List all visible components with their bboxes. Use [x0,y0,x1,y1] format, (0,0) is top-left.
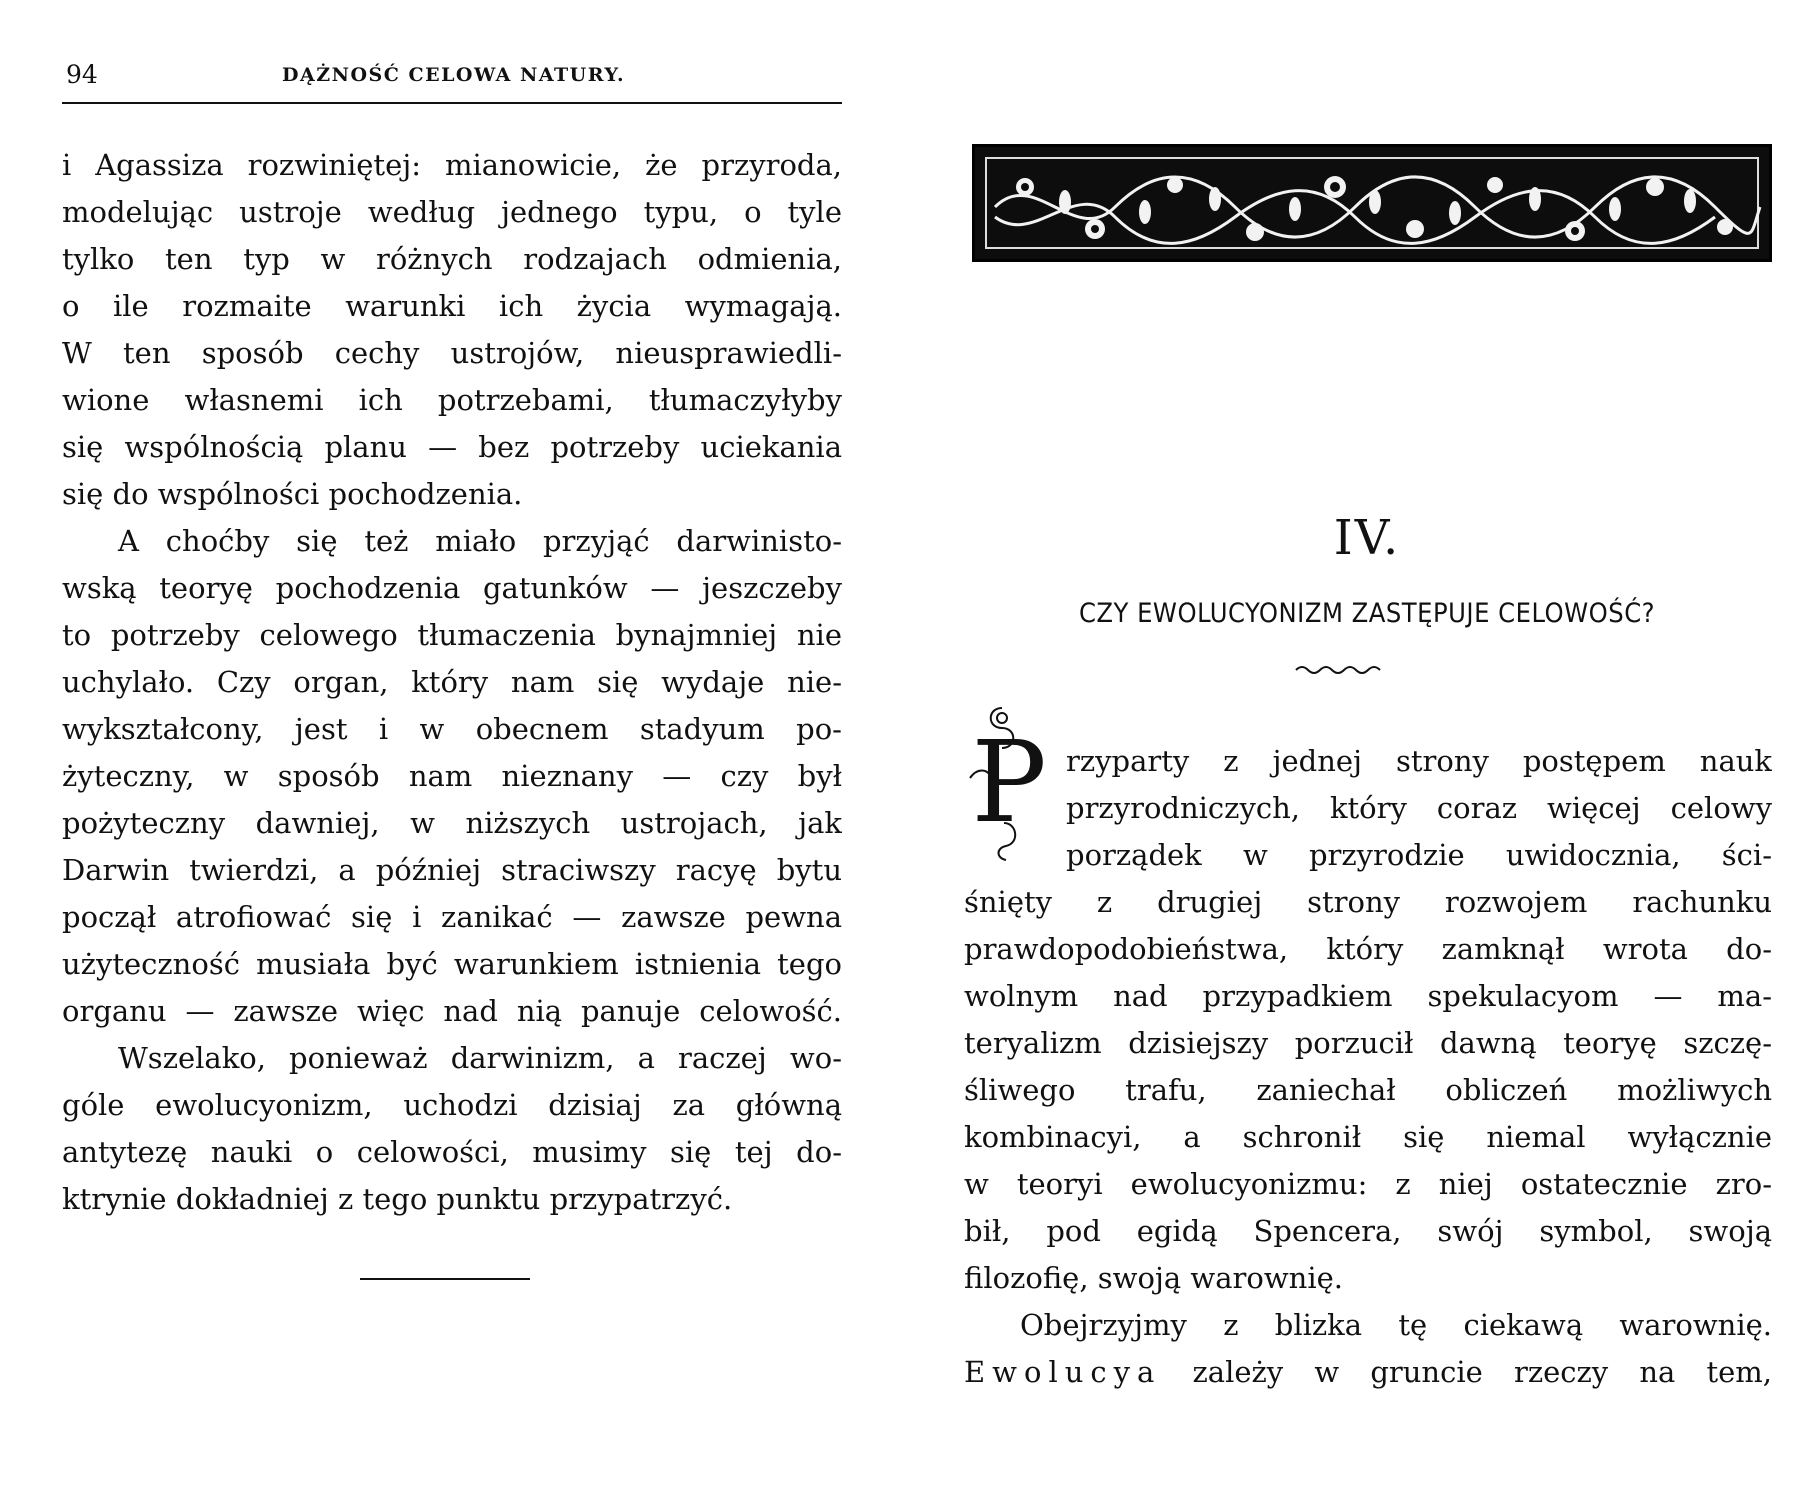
text-line: Obejrzyjmy z blizka tę ciekawą warownię. [1020,1308,1772,1342]
chapter-number: IV. [1333,510,1401,566]
text-line: A choćby się też miało przyjąć darwinisto- [118,524,842,558]
text-line: bił, pod egidą Spencera, swój symbol, swoją [964,1214,1772,1248]
text-line: tylko ten typ w różnych rodzajach odmienia, [62,242,842,276]
text-line: uchylało. Czy organ, który nam się wydaje nie- [62,665,842,699]
text-line: kombinacyi, a schronił się niemal wyłącznie [964,1120,1772,1154]
text-line: wykształcony, jest i w obecnem stadyum po- [62,712,842,746]
text-line: przyrodniczych, który coraz więcej celowy [1066,791,1772,825]
text-line: filozofię, swoją warownię. [964,1261,1344,1295]
floral-ornament-icon [975,147,1775,265]
text-line: modelując ustroje według jednego typu, o tyle [62,195,842,229]
text-line: rzyparty z jednej strony postępem nauk [1066,744,1772,778]
right-page-text [964,738,1772,1396]
section-end-rule [360,1278,530,1280]
left-page-text [62,142,842,1223]
text-line: Darwin twierdzi, a później straciwszy racyę bytu [62,853,842,887]
right-page [940,0,1794,1500]
left-page [0,0,880,1500]
drop-cap-letter: P [971,718,1047,848]
text-line: wolnym nad przypadkiem spekulacyom — ma- [964,979,1772,1013]
text-line: teryalizm dzisiejszy porzucił dawną teoryę szczę- [964,1026,1772,1060]
text-line: począł atrofiować się i zanikać — zawsze pewna [62,900,842,934]
spaced-word: Ewolucya [964,1355,1162,1389]
text-line [964,1349,1772,1396]
text-line: w teoryi ewolucyonizmu: z niej ostatecznie zro- [964,1167,1772,1201]
decorative-headpiece [972,144,1772,262]
running-head [62,58,842,104]
text-line: śnięty z drugiej strony rozwojem rachunku [964,885,1772,919]
page-number: 94 [66,60,98,89]
running-title: DĄŻNOŚĆ CELOWA NATURY. [282,64,626,86]
text-line: o ile rozmaite warunki ich życia wymagają. [62,289,842,323]
text-line: wską teoryę pochodzenia gatunków — jeszczeby [62,571,842,605]
text-line: użyteczność musiała być warunkiem istnienia tego [62,947,842,981]
text-line: i Agassiza rozwiniętej: mianowicie, że przyroda, [62,148,842,182]
text-line: to potrzeby celowego tłumaczenia bynajmniej nie [62,618,842,652]
text-line: się wspólnością planu — bez potrzeby uciekania [62,430,842,464]
text-line: pożyteczny dawniej, w niższych ustrojach, jak [62,806,842,840]
chapter-title: CZY EWOLUCYONIZM ZASTĘPUJE CELOWOŚĆ? [1078,598,1656,629]
text-line: śliwego trafu, zaniechał obliczeń możliwych [964,1073,1772,1107]
text-line: prawdopodobieństwa, który zamknął wrota do- [964,932,1772,966]
text-line: porządek w przyrodzie uwidocznia, ści- [1066,838,1772,872]
text-line: ktrynie dokładniej z tego punktu przypatrzyć. [62,1182,733,1216]
text-line: wione własnemi ich potrzebami, tłumaczyłyby [62,383,842,417]
text-line: się do wspólności pochodzenia. [62,477,523,511]
text-line: antytezę nauki o celowości, musimy się tej do- [62,1135,842,1169]
text-line: żyteczny, w sposób nam nieznany — czy był [62,759,842,793]
text-line: Wszelako, ponieważ darwinizm, a raczej wo- [118,1041,842,1075]
title-ornament-icon [1294,662,1384,676]
text-line-rest: zależy w gruncie rzeczy na tem, [1192,1355,1772,1389]
text-line: W ten sposób cechy ustrojów, nieusprawiedli- [62,336,842,370]
text-line: góle ewolucyonizm, uchodzi dzisiaj za główną [62,1088,842,1122]
text-line: organu — zawsze więc nad nią panuje celowość. [62,994,842,1028]
